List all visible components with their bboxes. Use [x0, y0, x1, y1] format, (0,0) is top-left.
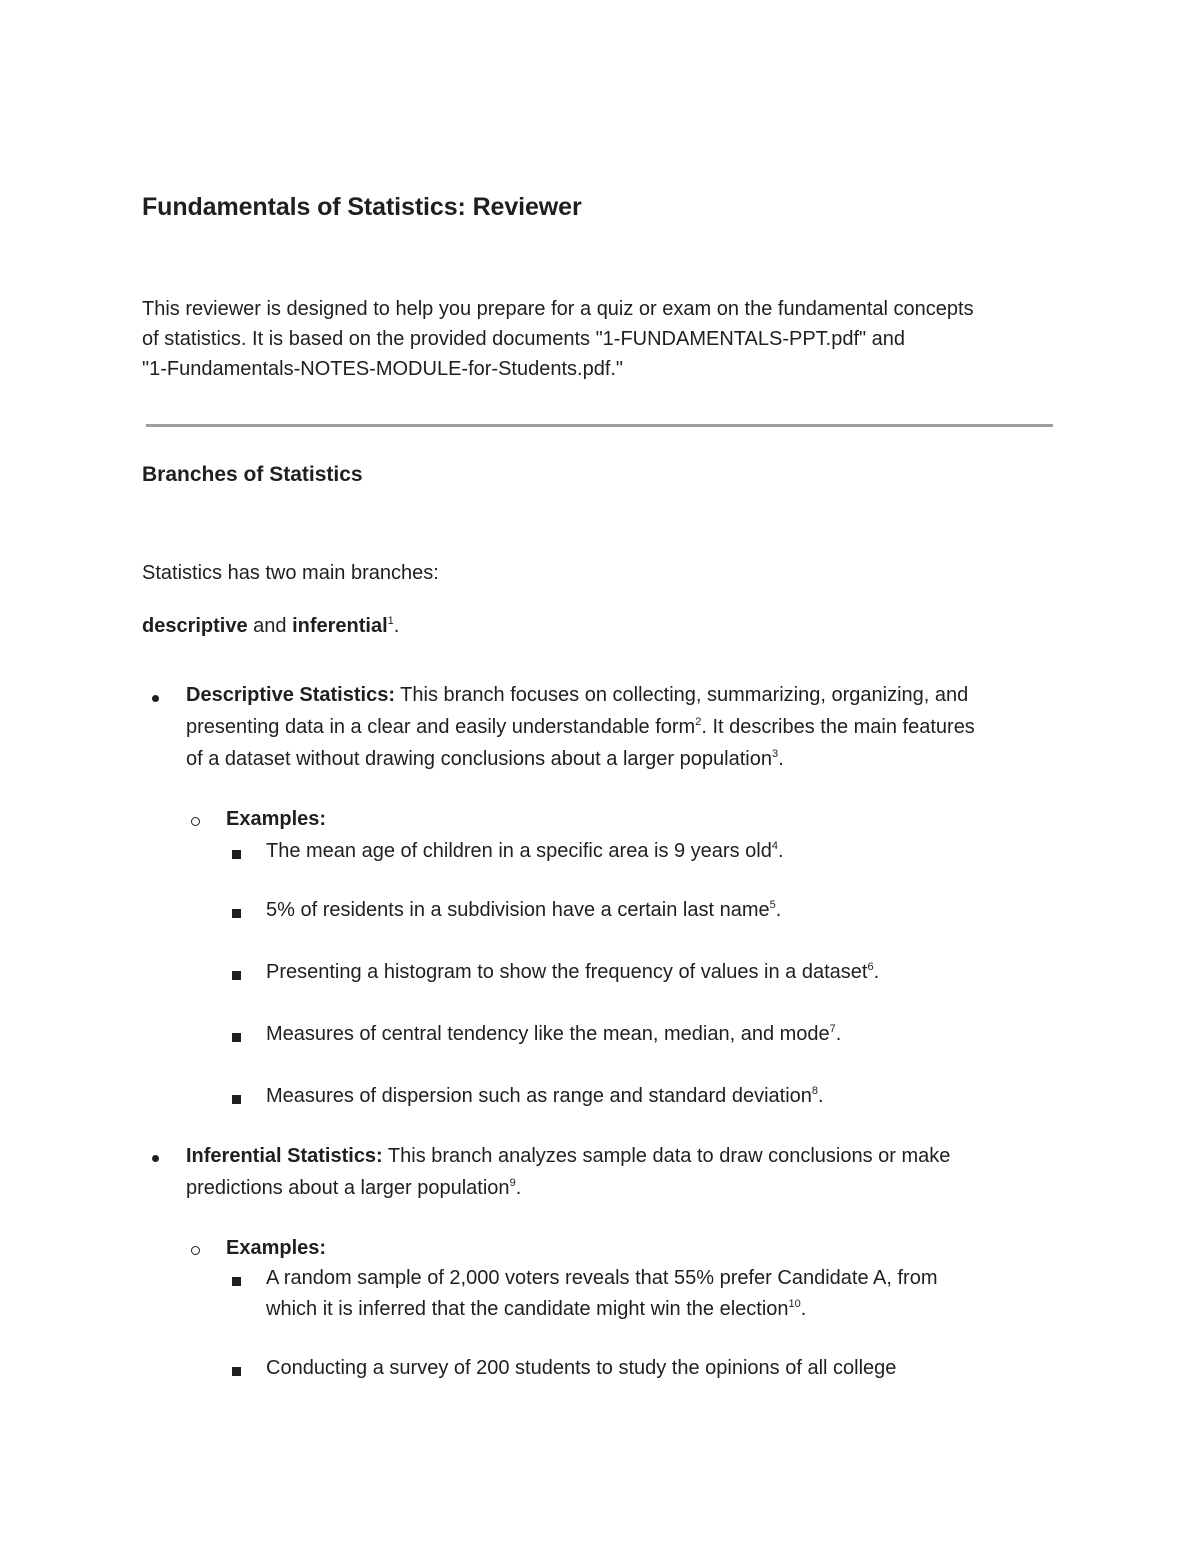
page-title: Fundamentals of Statistics: Reviewer — [142, 193, 582, 221]
footnote-ref[interactable]: 10 — [788, 1298, 801, 1310]
intro-line-2: of statistics. It is based on the provided documents "1-FUNDAMENTALS-PPT.pdf" and — [142, 328, 906, 350]
inferential-example-1-line-2: which it is inferred that the candidate might win the election$^{10}$. — [266, 1298, 807, 1320]
inferential-text-2b: . — [515, 1177, 522, 1199]
term-descriptive: descriptive — [142, 615, 248, 637]
descriptive-line-1 — [186, 684, 968, 707]
inferential-line-1 — [186, 1145, 950, 1168]
footnote-ref[interactable]: 8 — [811, 1085, 819, 1097]
inferential-examples-label: Examples: — [226, 1237, 327, 1259]
descriptive-label: Descriptive Statistics: — [186, 684, 395, 706]
bullet-square-icon — [232, 1367, 241, 1376]
descriptive-example-3: Presenting a histogram to show the frequency of values in a dataset$^6$. — [266, 961, 880, 983]
footnote-ref[interactable]: 6 — [867, 961, 874, 973]
bullet-disc-icon — [152, 695, 159, 702]
descriptive-example-1: The mean age of children in a specific area is 9 years old$^4$. — [266, 840, 784, 862]
footnote-ref[interactable]: 4 — [771, 840, 778, 852]
descriptive-example-4: Measures of central tendency like the mean, median, and mode$^7$. — [266, 1023, 842, 1045]
bullet-circle-icon — [191, 817, 200, 826]
descriptive-text-1: This branch focuses on collecting, summarizing, organizing, and — [394, 684, 969, 706]
footnote-ref[interactable]: 1 — [387, 615, 394, 627]
footnote-ref[interactable]: 9 — [509, 1177, 516, 1189]
footnote-ref[interactable]: 2 — [695, 716, 702, 728]
descriptive-text-2a: presenting data in a clear and easily understandable form — [186, 716, 696, 738]
section-divider — [146, 424, 1053, 427]
inferential-example-2-line-1: Conducting a survey of 200 students to study the opinions of all college — [266, 1357, 897, 1379]
bullet-disc-icon — [152, 1155, 159, 1162]
summary-end: . — [393, 615, 400, 637]
descriptive-example-2: 5% of residents in a subdivision have a certain last name$^5$. — [266, 899, 782, 921]
bullet-square-icon — [232, 1033, 241, 1042]
bullet-square-icon — [232, 909, 241, 918]
bullet-square-icon — [232, 850, 241, 859]
inferential-label: Inferential Statistics: — [186, 1145, 383, 1167]
intro-line-1: This reviewer is designed to help you prepare for a quiz or exam on the fundamental concepts — [142, 298, 974, 320]
descriptive-text-3b: . — [778, 748, 784, 770]
branches-summary — [142, 615, 399, 638]
bullet-square-icon — [232, 1095, 241, 1104]
descriptive-examples-label: Examples: — [226, 808, 327, 830]
descriptive-example-5: Measures of dispersion such as range and standard deviation$^8$. — [266, 1085, 824, 1107]
intro-line-3: "1-Fundamentals-NOTES-MODULE-for-Students.pdf." — [142, 358, 624, 380]
term-inferential: inferential — [292, 615, 388, 637]
bullet-square-icon — [232, 971, 241, 980]
inferential-text-1: This branch analyzes sample data to draw conclusions or make — [382, 1145, 951, 1167]
inferential-example-1-line-1: A random sample of 2,000 voters reveals that 55% prefer Candidate A, from — [266, 1267, 938, 1289]
bullet-square-icon — [232, 1277, 241, 1286]
inferential-text-2a: predictions about a larger population — [186, 1177, 510, 1199]
bullet-circle-icon — [191, 1246, 200, 1255]
descriptive-line-3 — [186, 748, 784, 771]
footnote-ref[interactable]: 5 — [769, 899, 776, 911]
section-heading: Branches of Statistics — [142, 463, 363, 486]
footnote-ref[interactable]: 7 — [829, 1023, 836, 1035]
descriptive-text-3a: of a dataset without drawing conclusions about a larger population — [186, 748, 772, 770]
summary-joiner: and — [247, 615, 293, 637]
inferential-line-2 — [186, 1177, 521, 1200]
descriptive-line-2 — [186, 716, 975, 739]
branches-lead: Statistics has two main branches: — [142, 562, 439, 584]
footnote-ref[interactable]: 3 — [771, 748, 779, 760]
descriptive-text-2b: . It describes the main features — [701, 716, 975, 738]
